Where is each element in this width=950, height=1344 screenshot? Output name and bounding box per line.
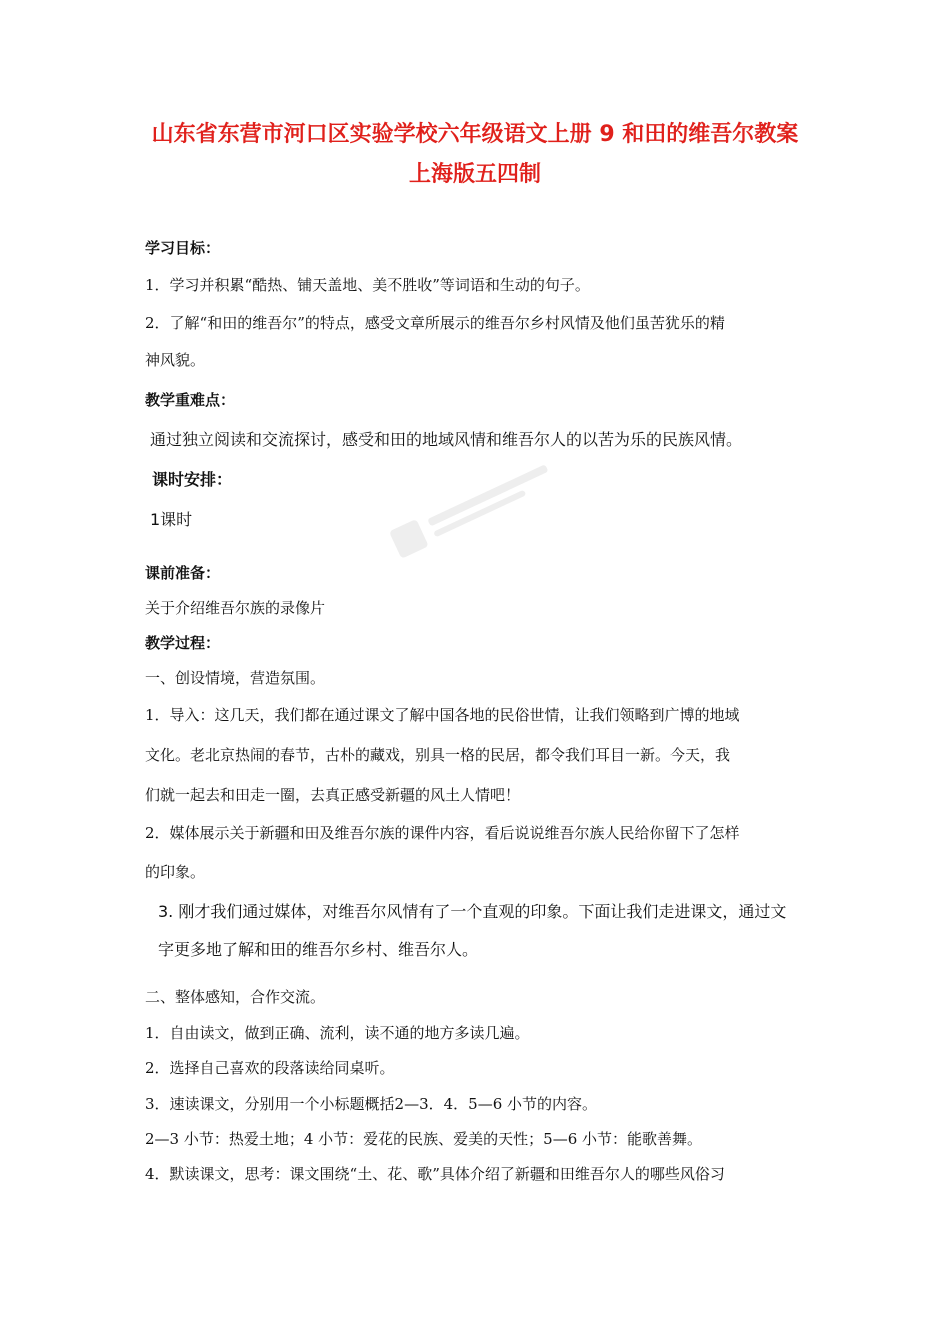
objective-2-line-2: 神风貌。 (145, 351, 206, 369)
keypoints-text: 通过独立阅读和交流探讨，感受和田的地域风情和维吾尔人的以苦为乐的民族风情。 (150, 430, 743, 449)
s1-item-2-line-1: 2．媒体展示关于新疆和田及维吾尔族的课件内容，看后说说维吾尔族人民给你留下了怎样 (145, 824, 740, 842)
objective-1: 1．学习并积累“酷热、铺天盖地、美不胜收”等词语和生动的句子。 (145, 276, 590, 294)
s1-item-3-line-1: 3. 刚才我们通过媒体，对维吾尔风情有了一个直观的印象。下面让我们走进课文，通过文 (158, 902, 787, 921)
keypoints-heading: 教学重难点： (145, 391, 236, 409)
s2-item-3-answer: 2—3 小节：热爱土地；4 小节：爱花的民族、爱美的天性；5—6 小节：能歌善舞。 (145, 1130, 703, 1148)
process-heading: 教学过程： (145, 634, 221, 652)
prep-text: 关于介绍维吾尔族的录像片 (145, 599, 326, 617)
s2-item-2: 2．选择自己喜欢的段落读给同桌听。 (145, 1059, 395, 1077)
s2-item-4: 4．默读课文，思考：课文围绕“土、花、歌”具体介绍了新疆和田维吾尔人的哪些风俗习 (145, 1165, 725, 1183)
s1-item-1-line-2: 文化。老北京热闹的春节，古朴的藏戏，别具一格的民居，都令我们耳目一新。今天，我 (145, 746, 731, 764)
schedule-heading: 课时安排： (152, 470, 233, 489)
s1-item-1-line-1: 1．导入：这几天，我们都在通过课文了解中国各地的民俗世情，让我们领略到广博的地域 (145, 706, 740, 724)
section-1-heading: 一、创设情境，营造氛围。 (145, 669, 326, 687)
s2-item-1: 1．自由读文，做到正确、流利，读不通的地方多读几遍。 (145, 1024, 530, 1042)
s1-item-1-line-3: 们就一起去和田走一圈，去真正感受新疆的风土人情吧！ (145, 786, 521, 804)
document-title-line-1: 山东省东营市河口区实验学校六年级语文上册 9 和田的维吾尔教案 (151, 122, 799, 147)
prep-heading: 课前准备： (145, 564, 221, 582)
s1-item-3-line-2: 字更多地了解和田的维吾尔乡村、维吾尔人。 (158, 940, 479, 959)
section-2-heading: 二、整体感知，合作交流。 (145, 988, 326, 1006)
schedule-text: 1课时 (150, 510, 193, 529)
objective-2-line-1: 2．了解“和田的维吾尔”的特点，感受文章所展示的维吾尔乡村风情及他们虽苦犹乐的精 (145, 314, 725, 332)
document-title-line-2: 上海版五四制 (408, 162, 541, 187)
watermark-icon (381, 443, 569, 573)
s2-item-3: 3．速读课文，分别用一个小标题概括2—3．4．5—6 小节的内容。 (145, 1095, 598, 1113)
objectives-heading: 学习目标： (145, 239, 221, 257)
s1-item-2-line-2: 的印象。 (145, 863, 206, 881)
